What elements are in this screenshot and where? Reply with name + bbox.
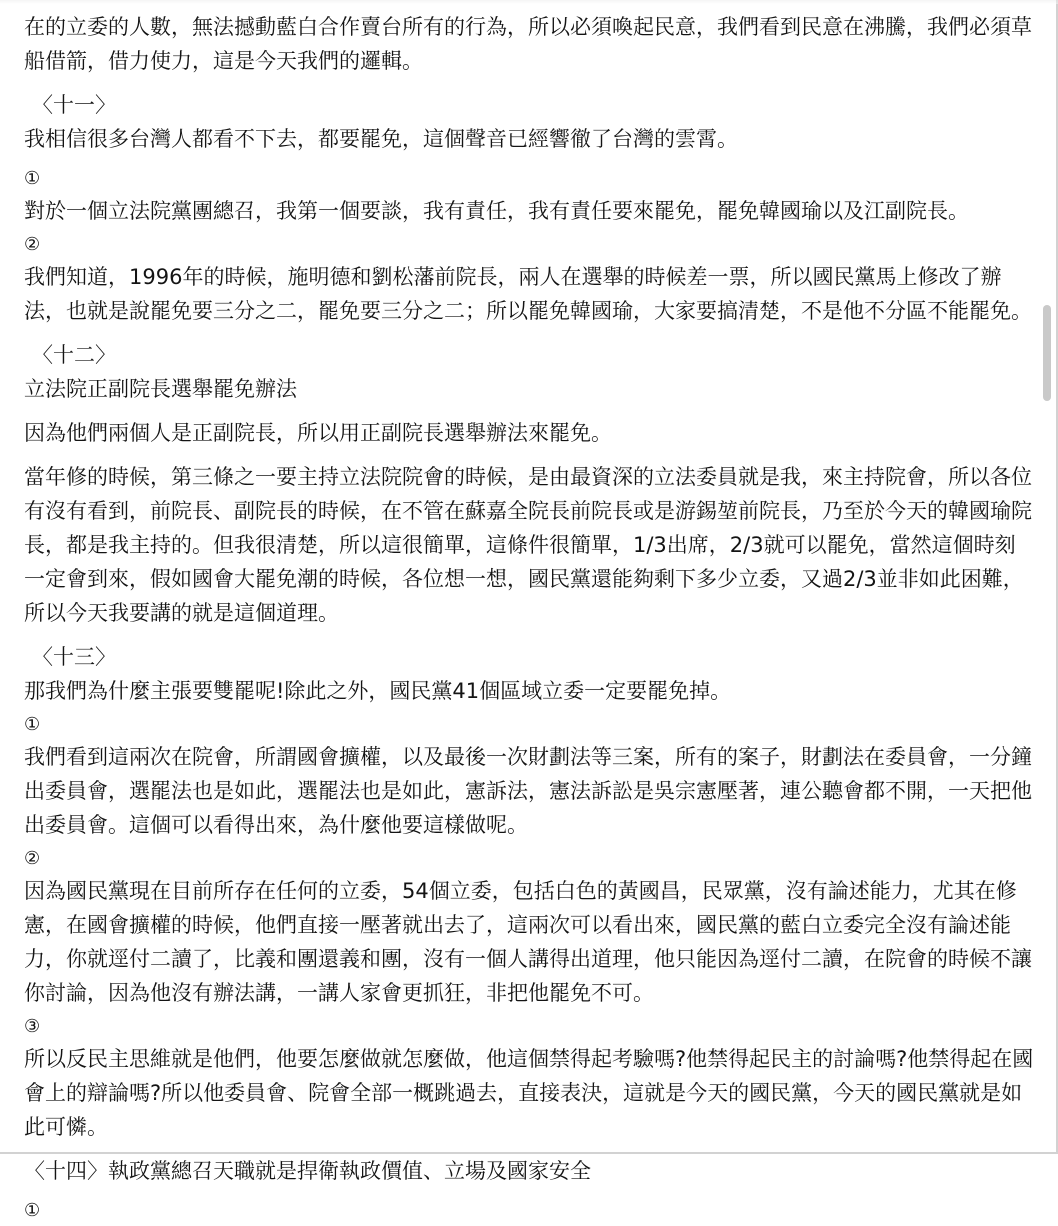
section-heading-13: 〈十三〉	[32, 645, 116, 669]
paragraph: 因為他們兩個人是正副院長，所以用正副院長選舉辦法來罷免。	[24, 421, 612, 445]
paragraph: 對於一個立法院黨團總召，我第一個要談，我有責任，我有責任要來罷免，罷免韓國瑜以及江副院長。	[24, 199, 969, 223]
point-marker-1: ①	[24, 714, 41, 735]
point-marker-1: ①	[24, 1200, 41, 1221]
paragraph: 我們知道，1996年的時候，施明德和劉松藩前院長，兩人在選舉的時候差一票，所以國民黨馬上修改了辦法，也就是說罷免要三分之二，罷免要三分之二；所以罷免韓國瑜，大家要搞清楚，不是他不分區不能罷免。	[24, 265, 1032, 323]
paragraph: 在的立委的人數，無法撼動藍白合作賣台所有的行為，所以必須喚起民意，我們看到民意在沸騰，我們必須草船借箭，借力使力，這是今天我們的邏輯。	[24, 15, 1032, 73]
section-heading-12: 〈十二〉	[32, 343, 116, 367]
paragraph: 立法院正副院長選舉罷免辦法	[24, 377, 297, 401]
paragraph: 因為國民黨現在目前所存在任何的立委，54個立委，包括白色的黃國昌，民眾黨，沒有論述能力，尤其在修憲，在國會擴權的時候，他們直接一壓著就出去了，這兩次可以看出來，國民黨的藍白立委完全沒有論述能力，你就逕付二讀了，比義和團還義和團，沒有一個人講得出道理，他只能因為逕付二讀，在院會的時候不讓你討論，因為他沒有辦法講，一講人家會更抓狂，非把他罷免不可。	[24, 879, 1032, 1005]
section-heading-11: 〈十一〉	[32, 93, 116, 117]
paragraph: 那我們為什麼主張要雙罷呢!除此之外，國民黨41個區域立委一定要罷免掉。	[24, 679, 732, 703]
paragraph: 所以反民主思維就是他們，他要怎麼做就怎麼做，他這個禁得起考驗嗎?他禁得起民主的討論嗎?他禁得起在國會上的辯論嗎?所以他委員會、院會全部一概跳過去，直接表決，這就是今天的國民黨，今天的國民黨就是如此可憐。	[24, 1047, 1034, 1139]
article-body	[24, 10, 1034, 1226]
vertical-scrollbar[interactable]	[1040, 0, 1054, 1154]
point-marker-2: ②	[24, 234, 41, 255]
paragraph: 我們看到這兩次在院會，所謂國會擴權，以及最後一次財劃法等三案，所有的案子，財劃法在委員會，一分鐘出委員會，選罷法也是如此，選罷法也是如此，憲訴法，憲法訴訟是吳宗憲壓著，連公聽會都不開，一天把他出委員會。這個可以看得出來，為什麼他要這樣做呢。	[24, 745, 1032, 837]
point-marker-1: ①	[24, 168, 41, 189]
section-heading-14: 〈十四〉執政黨總召天職就是捍衛執政價值、立場及國家安全	[24, 1159, 591, 1183]
cut-off-previous-line	[0, 0, 1058, 4]
point-marker-3: ③	[24, 1016, 41, 1037]
paragraph: 我相信很多台灣人都看不下去，都要罷免，這個聲音已經響徹了台灣的雲霄。	[24, 127, 738, 151]
point-marker-2: ②	[24, 848, 41, 869]
paragraph: 當年修的時候，第三條之一要主持立法院院會的時候，是由最資深的立法委員就是我，來主持院會，所以各位有沒有看到，前院長、副院長的時候，在不管在蘇嘉全院長前院長或是游錫堃前院長，乃至於今天的韓國瑜院長，都是我主持的。但我很清楚，所以這很簡單，這條件很簡單，1/3出席，2/3就可以罷免，當然這個時刻一定會到來，假如國會大罷免潮的時候，各位想一想，國民黨還能夠剩下多少立委，又過2/3並非如此困難，所以今天我要講的就是這個道理。	[24, 465, 1032, 625]
scrollbar-thumb[interactable]	[1043, 305, 1051, 401]
